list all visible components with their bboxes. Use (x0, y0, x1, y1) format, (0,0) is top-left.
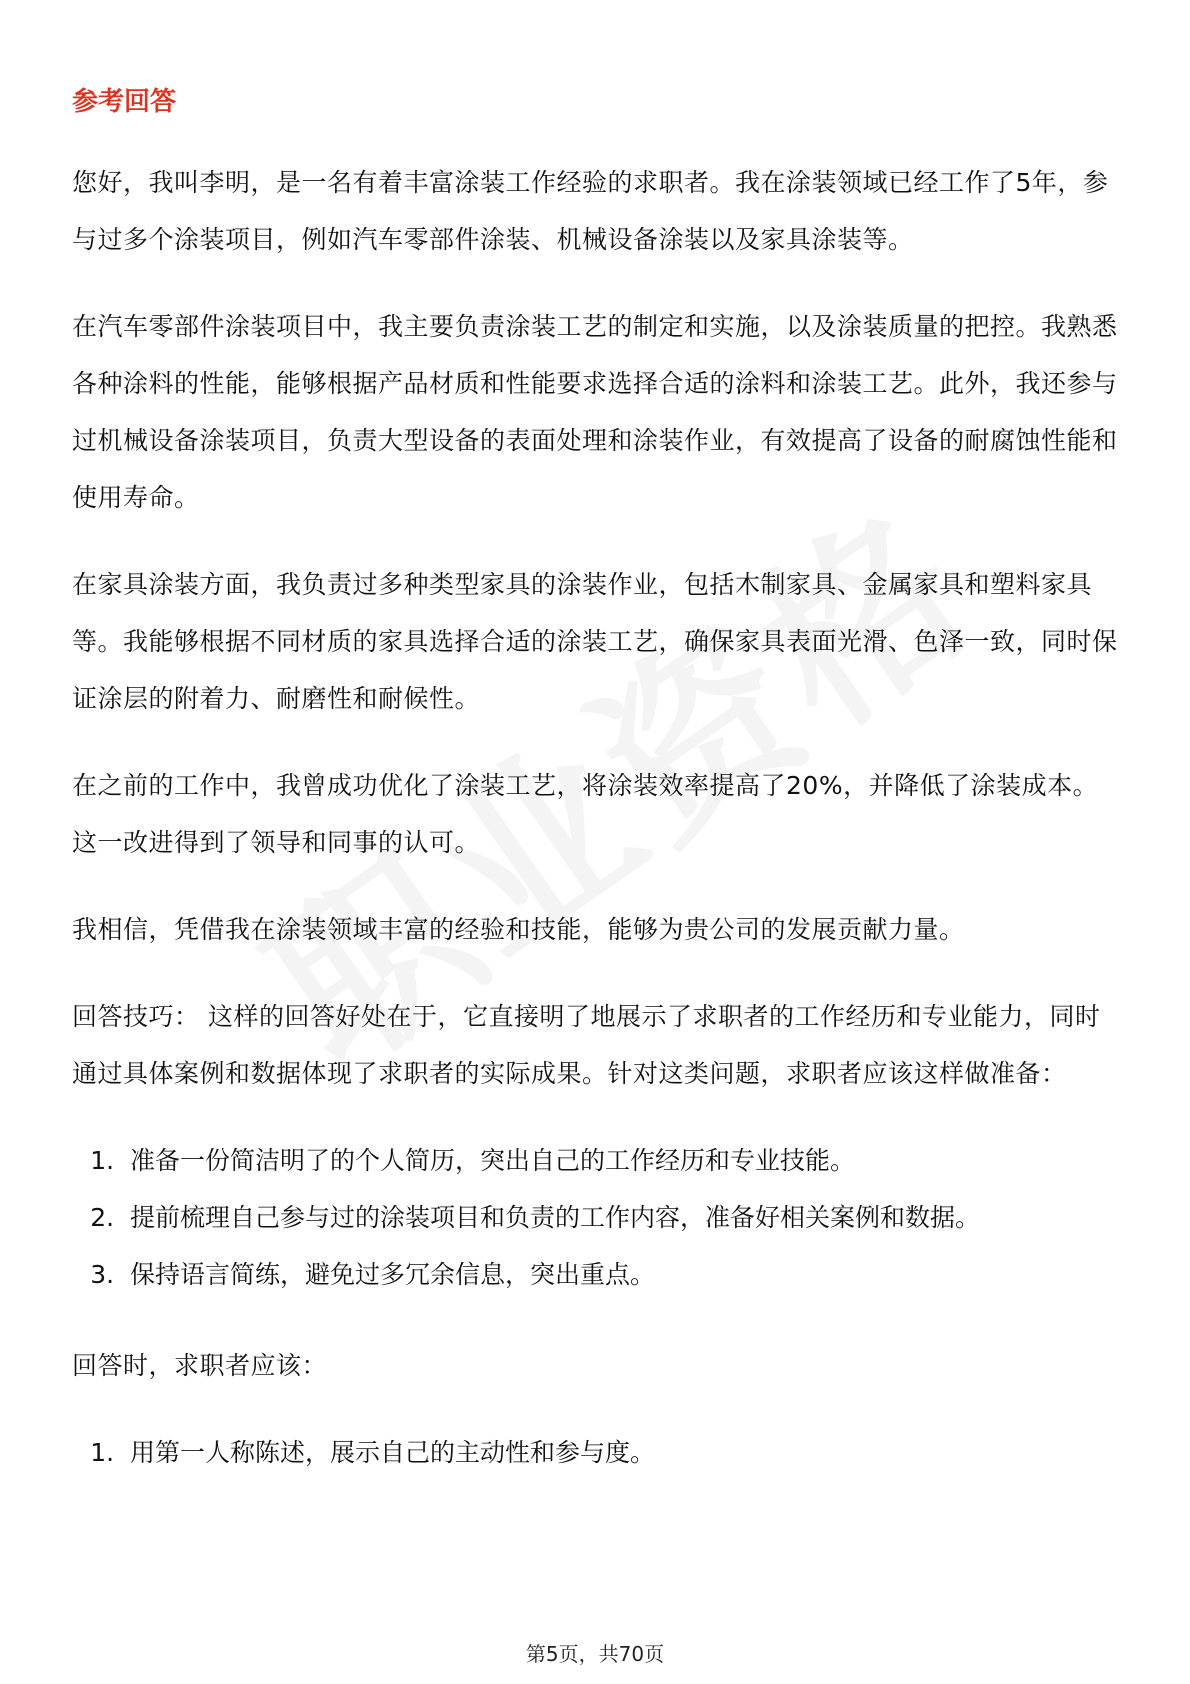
paragraph-intro: 您好，我叫李明，是一名有着丰富涂装工作经验的求职者。我在涂装领域已经工作了5年，参与过多个涂装项目，例如汽车零部件涂装、机械设备涂装以及家具涂装等。 (72, 168, 1109, 255)
answer-intro: 回答时，求职者应该： (72, 1351, 328, 1381)
list-item: 1. 准备一份简洁明了的个人简历，突出自己的工作经历和专业技能。 (122, 1132, 1122, 1189)
prep-list (72, 1132, 1122, 1303)
paragraph-achievement: 在之前的工作中，我曾成功优化了涂装工艺，将涂装效率提高了20%，并降低了涂装成本。这一改进得到了领导和同事的认可。 (72, 771, 1099, 858)
paragraph-furniture: 在家具涂装方面，我负责过多种类型家具的涂装作业，包括木制家具、金属家具和塑料家具等。我能够根据不同材质的家具选择合适的涂装工艺，确保家具表面光滑、色泽一致，同时保证涂层的附着力、耐磨性和耐候性。 (72, 570, 1118, 714)
list-item: 1. 用第一人称陈述，展示自己的主动性和参与度。 (122, 1424, 1122, 1481)
section-title: 参考回答 (72, 87, 177, 117)
paragraph-auto-parts: 在汽车零部件涂装项目中，我主要负责涂装工艺的制定和实施，以及涂装质量的把控。我熟悉各种涂料的性能，能够根据产品材质和性能要求选择合适的涂料和涂装工艺。此外，我还参与过机械设备涂装项目，负责大型设备的表面处理和涂装作业，有效提高了设备的耐腐蚀性能和使用寿命。 (72, 312, 1118, 513)
list-item: 3. 保持语言简练，避免过多冗余信息，突出重点。 (122, 1246, 1122, 1303)
answer-list (72, 1424, 1122, 1481)
document-body (72, 84, 1122, 1515)
paragraph-tips: 回答技巧： 这样的回答好处在于，它直接明了地展示了求职者的工作经历和专业能力，同时通过具体案例和数据体现了求职者的实际成果。针对这类问题，求职者应该这样做准备： (72, 1002, 1101, 1089)
paragraph-closing: 我相信，凭借我在涂装领域丰富的经验和技能，能够为贵公司的发展贡献力量。 (72, 915, 965, 945)
list-item: 2. 提前梳理自己参与过的涂装项目和负责的工作内容，准备好相关案例和数据。 (122, 1189, 1122, 1246)
page-number: 第5页，共70页 (525, 1642, 665, 1666)
